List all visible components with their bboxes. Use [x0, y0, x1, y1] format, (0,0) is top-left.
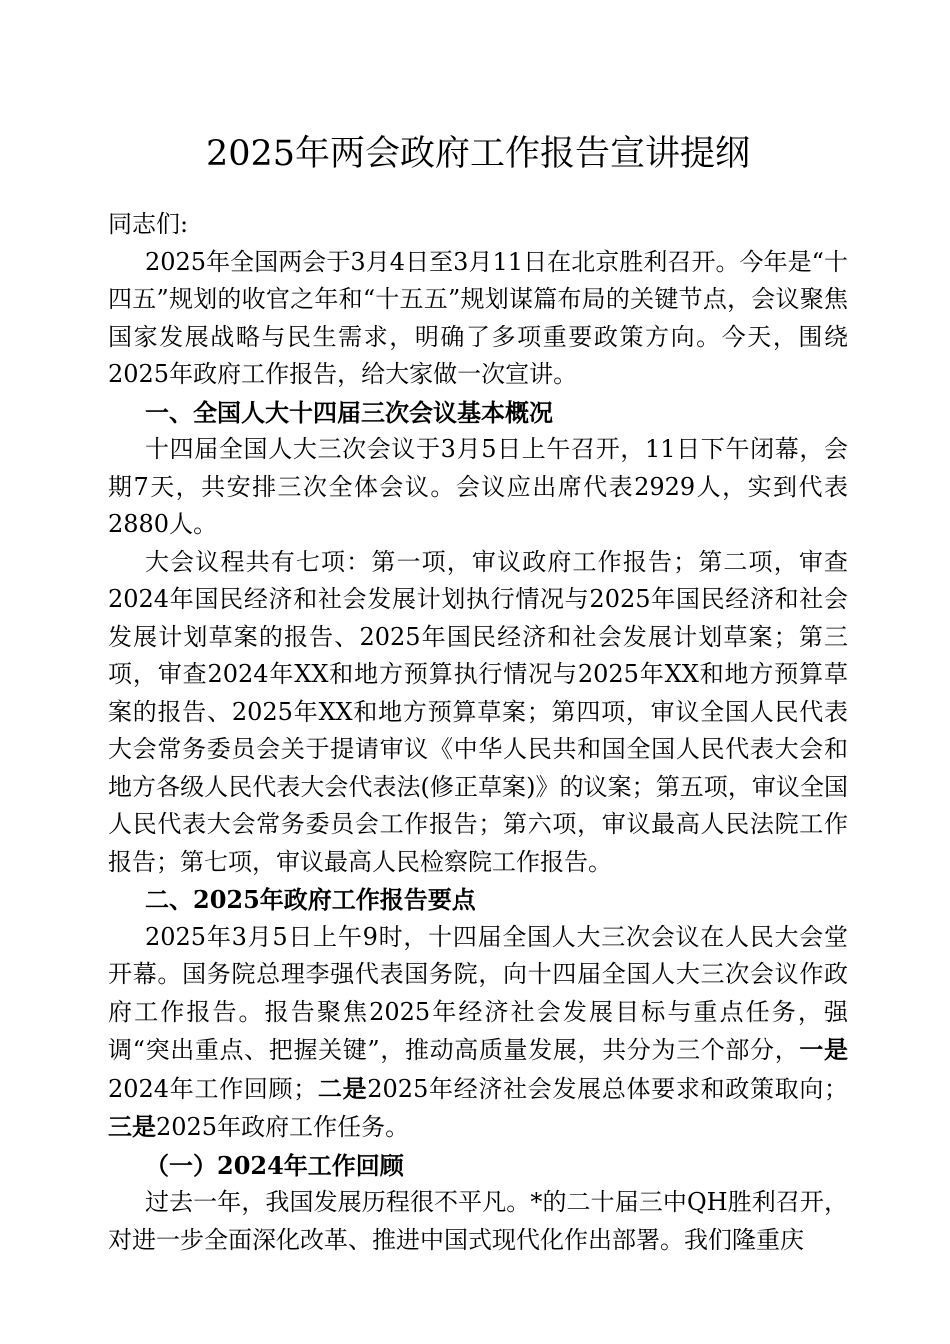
section-2-paragraph-1	[108, 919, 848, 1147]
part-2-label: 二是	[317, 1073, 368, 1103]
section-1-paragraph-1: 十四届全国人大三次会议于3月5日上午召开，11日下午闭幕，会期7天，共安排三次全体会议。会议应出席代表2929人，实到代表2880人。	[108, 435, 848, 538]
part-2-text: 2025年经济社会发展总体要求和政策取向；	[367, 1074, 849, 1103]
document-page	[108, 128, 848, 1259]
subsection-1-paragraph-1: 过去一年，我国发展历程很不平凡。*的二十届三中QH胜利召开，对进一步全面深化改革、推进中国式现代化作出部署。我们隆重庆	[108, 1188, 848, 1254]
section-2-heading: 二、2025年政府工作报告要点	[145, 885, 476, 914]
part-3-label: 三是	[108, 1112, 156, 1141]
section-2-text: 2025年3月5日上午9时，十四届全国人大三次会议在人民大会堂开幕。国务院总理李强代表国务院，向十四届全国人大三次会议作政府工作报告。报告聚焦2025年经济社会发展目标与重点任务，强调“突出重点、把握关键”，推动高质量发展，共分为三个部分，	[108, 922, 848, 1064]
subsection-1-heading: （一）2024年工作回顾	[145, 1150, 404, 1180]
part-1-text: 2024年工作回顾；	[108, 1074, 318, 1103]
part-3-text: 2025年政府工作任务。	[156, 1113, 410, 1141]
greeting: 同志们:	[108, 210, 189, 238]
section-1-heading: 一、全国人大十四届三次会议基本概况	[145, 397, 553, 427]
document-title: 2025年两会政府工作报告宣讲提纲	[205, 134, 751, 174]
intro-paragraph: 2025年全国两会于3月4日至3月11日在北京胜利召开。今年是“十四五”规划的收官之年和“十五五”规划谋篇布局的关键节点，会议聚焦国家发展战略与民生需求，明确了多项重要政策方向。今天，围绕2025年政府工作报告，给大家做一次宣讲。	[108, 247, 848, 388]
part-1-label: 一是	[799, 1035, 848, 1064]
section-1-paragraph-2: 大会议程共有七项：第一项，审议政府工作报告；第二项，审查2024年国民经济和社会发展计划执行情况与2025年国民经济和社会发展计划草案的报告、2025年国民经济和社会发展计划草案；第三项，审查2024年XX和地方预算执行情况与2025年XX和地方预算草案的报告、2025年XX和地方预算草案；第四项，审议全国人民代表大会常务委员会关于提请审议《中华人民共和国全国人民代表大会和地方各级人民代表大会代表法(修正草案)》的议案；第五项，审议全国人民代表大会常务委员会工作报告；第六项，审议最高人民法院工作报告；第七项，审议最高人民检察院工作报告。	[108, 547, 848, 876]
